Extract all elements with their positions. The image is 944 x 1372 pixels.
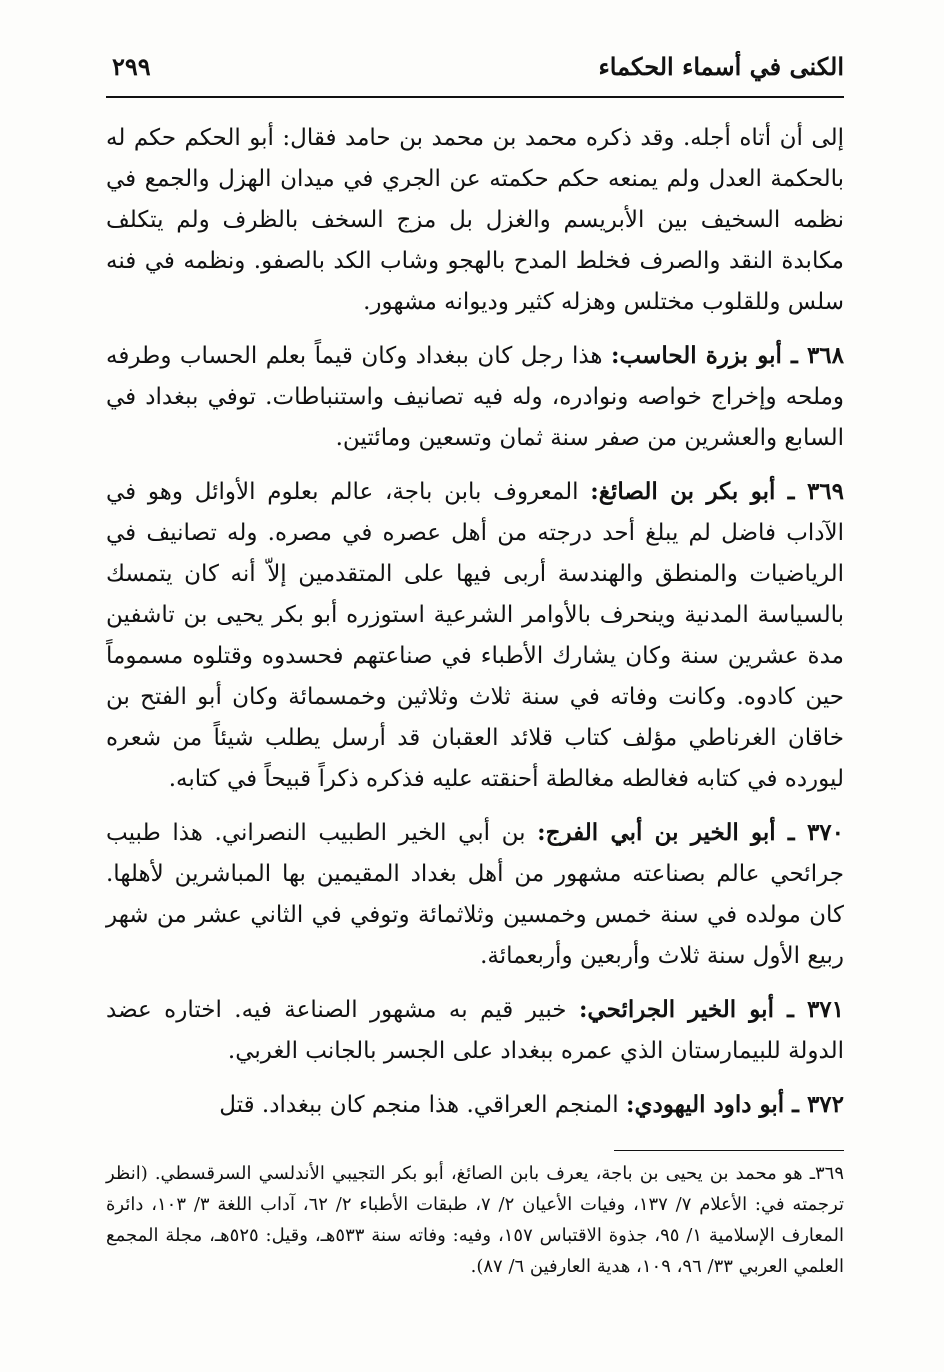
paragraph-continuation — [106, 118, 844, 323]
footnote-text: ٣٦٩ـ هو محمد بن يحيى بن باجة، يعرف بابن الصائغ، أبو بكر التجيبي الأندلسي السرقسطي. (انظر ترجمته في: الأعلام ٧/ ١٣٧، وفيات الأعيان ٢/ ٧، طبقات الأطباء ٢/ ٦٢، آداب اللغة ٣/ ١٠٣، دائرة المعارف الإسلامية ١/ ٩٥، جذوة الاقتباس ١٥٧، وفيه: وفاته سنة ٥٣٣هـ، وقيل: ٥٢٥هـ، مجلة المجمع العلمي العربي ٣٣/ ٩٦، ١٠٩، هدية العارفين ٦/ ٨٧). — [106, 1163, 844, 1277]
running-title: الكنى في أسماء الحكماء — [598, 52, 844, 81]
entry-text: بن أبي الخير الطبيب النصراني. هذا طبيب جرائحي عالم بصناعته مشهور من أهل بغداد المقيمين بها المباشرين لأهلها. كان مولده في سنة خمس وخمسين وثلاثمائة وتوفي في الثاني عشر من شهر ربيع الأول سنة ثلاث وأربعين وأربعمائة. — [106, 820, 844, 969]
entry-text: المعروف بابن باجة، عالم بعلوم الأوائل وهو في الآداب فاضل لم يبلغ أحد درجته من أهل عصره في مصره. وله تصانيف في الرياضيات والمنطق والهندسة أربى فيها على المتقدمين إلاّ أنه كان يتمسك بالسياسة المدنية وينحرف بالأوامر الشرعية استوزره أبو بكر يحيى بن تاشفين مدة عشرين سنة وكان يشارك الأطباء في صناعتهم فحسدوه وقتلوه مسموماً حين كادوه. وكانت وفاته في سنة ثلاث وثلاثين وخمسمائة وكان أبو الفتح بن خاقان الغرناطي مؤلف كتاب قلائد العقبان قد أرسل يطلب شيئاً من شعره ليورده في كتابه فغالطه مغالطة أحنقته عليه فذكره ذكراً قبيحاً في كتابه. — [106, 479, 844, 792]
entry-heading: ٣٧٠ ـ أبو الخير بن أبي الفرج: — [537, 819, 844, 846]
entry-370 — [106, 812, 844, 977]
entry-text: هذا رجل كان ببغداد وكان قيماً بعلم الحساب وطرفه وملحه وإخراج خواصه ونوادره، وله فيه تصانيف واستنباطات. توفي ببغداد في السابع والعشرين من صفر سنة ثمان وتسعين ومائتين. — [106, 343, 844, 451]
main-text — [106, 118, 844, 1138]
entry-368 — [106, 335, 844, 459]
entry-text: المنجم العراقي. هذا منجم كان ببغداد. قتل — [219, 1092, 619, 1118]
paragraph-text: إلى أن أتاه أجله. وقد ذكره محمد بن محمد بن حامد فقال: أبو الحكم حكم له بالحكمة العدل ولم يمنعه حكم حكمته عن الجري في ميدان الهزل والجمع في نظمه السخيف بين الأبريسم والغزل بل مزج السخف بالظرف ولم يتكلف مكابدة النقد والصرف فخلط المدح بالهجو وشاب الكد بالصفو. ونظمه في فنه سلس وللقلوب مختلس وهزله كثير وديوانه مشهور. — [106, 125, 844, 315]
entry-372 — [106, 1084, 844, 1126]
entry-heading: ٣٧٢ ـ أبو داود اليهودي: — [625, 1091, 844, 1118]
entry-371 — [106, 989, 844, 1072]
entry-heading: ٣٦٩ ـ أبو بكر بن الصائغ: — [590, 478, 844, 505]
page-header — [106, 48, 844, 98]
footnote — [106, 1158, 844, 1282]
page-number: ٢٩٩ — [112, 52, 151, 81]
entry-heading: ٣٦٨ ـ أبو بزرة الحاسب: — [611, 342, 844, 369]
header-rule — [106, 96, 844, 98]
entry-heading: ٣٧١ ـ أبو الخير الجرائحي: — [578, 996, 844, 1023]
entry-369 — [106, 471, 844, 800]
footnote-rule — [614, 1150, 844, 1151]
entry-text: خبير قيم به مشهور الصناعة فيه. اختاره عضد الدولة للبيمارستان الذي عمره ببغداد على الجسر بالجانب الغربي. — [106, 997, 844, 1064]
